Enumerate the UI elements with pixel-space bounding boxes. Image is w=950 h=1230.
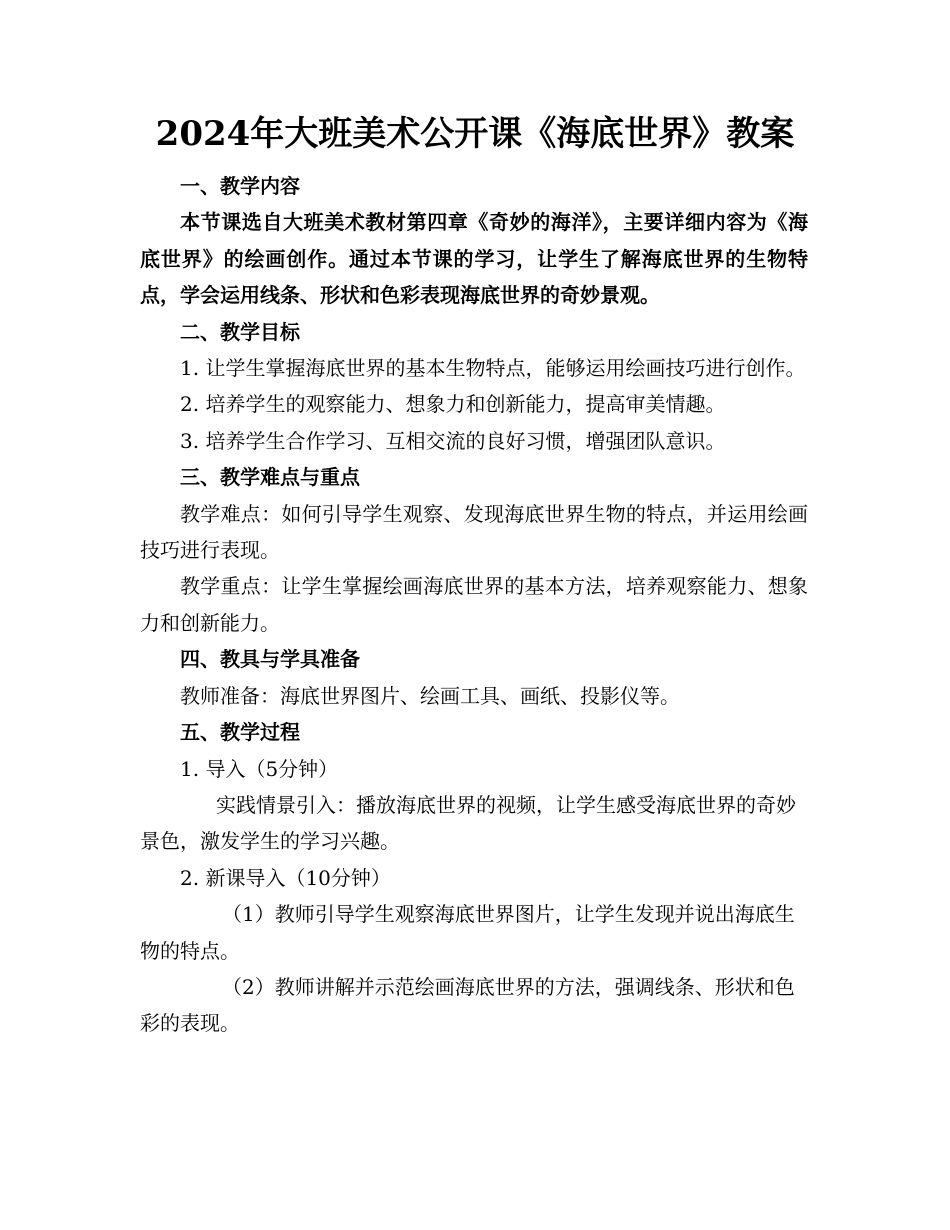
section-heading-materials: 四、教具与学具准备 [180,647,360,672]
goal-item: 2. 培养学生的观察能力、想象力和创新能力，提高审美情趣。 [180,392,726,417]
document-body [140,168,808,1042]
process-step-text: 实践情景引入：播放海底世界的视频，让学生感受海底世界的奇妙景色，激发学生的学习兴趣。 [140,792,796,854]
goal-item: 3. 培养学生合作学习、互相交流的良好习惯，增强团队意识。 [180,428,726,453]
section-heading-content: 一、教学内容 [180,174,300,198]
process-step-label: 2. 新课导入（10分钟） [180,865,391,890]
section-heading-goals: 二、教学目标 [180,319,300,344]
section-heading-process: 五、教学过程 [180,720,300,745]
document-title: 2024年大班美术公开课《海底世界》教案 [155,114,795,154]
teacher-prep-paragraph: 教师准备：海底世界图片、绘画工具、画纸、投影仪等。 [180,683,680,708]
section-heading-difficulty: 三、教学难点与重点 [180,465,360,490]
key-point-paragraph: 教学重点：让学生掌握绘画海底世界的基本方法，培养观察能力、想象力和创新能力。 [140,574,808,635]
difficulty-paragraph: 教学难点：如何引导学生观察、发现海底世界生物的特点，并运用绘画技巧进行表现。 [140,501,808,563]
process-substep-text: （1）教师引导学生观察海底世界图片，让学生发现并说出海底生物的特点。 [140,902,795,963]
process-step-label: 1. 导入（5分钟） [180,756,339,781]
goal-item: 1. 让学生掌握海底世界的基本生物特点，能够运用绘画技巧进行创作。 [180,356,806,381]
section-content-paragraph: 本节课选自大班美术教材第四章《奇妙的海洋》，主要详细内容为《海底世界》的绘画创作。通过本节课的学习，让学生了解海底世界的生物特点，学会运用线条、形状和色彩表现海底世界的奇妙景观。 [140,210,808,308]
process-substep-text: （2）教师讲解并示范绘画海底世界的方法，强调线条、形状和色彩的表现。 [140,974,795,1036]
